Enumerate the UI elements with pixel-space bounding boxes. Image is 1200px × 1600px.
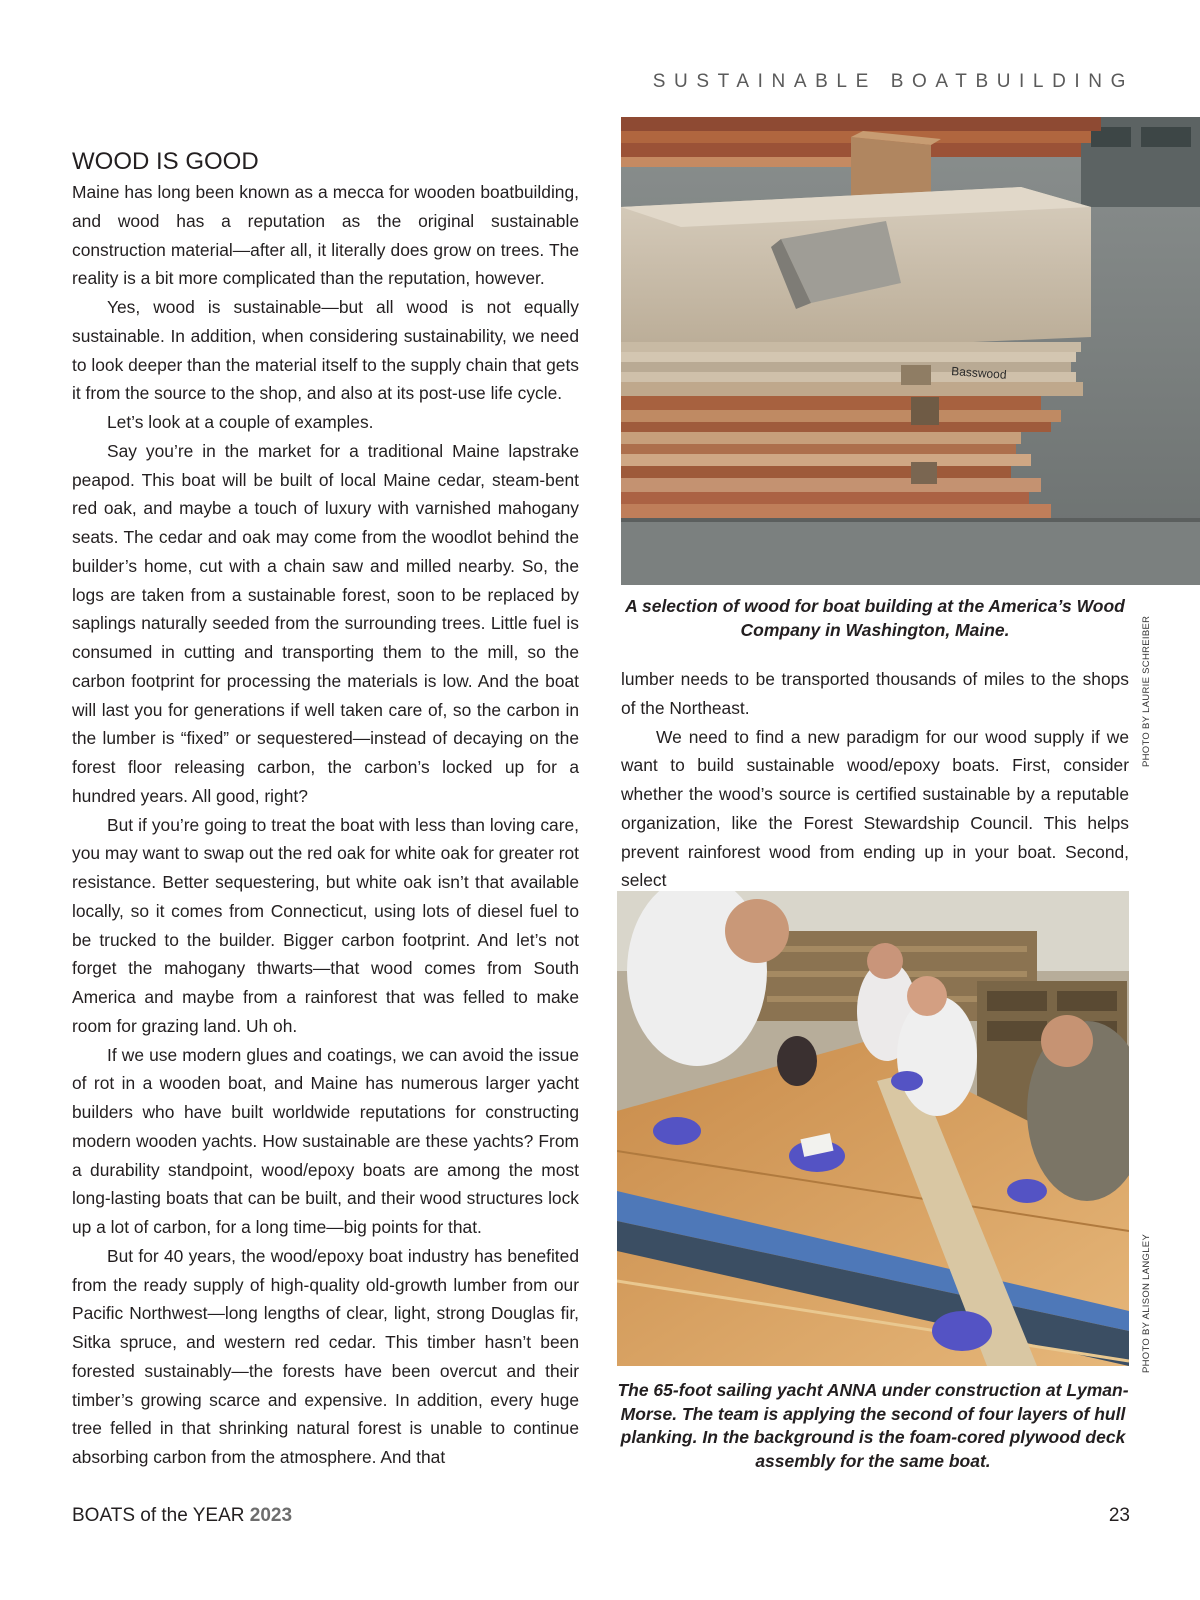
lumber-photo-caption: A selection of wood for boat building at the America’s Wood Company in Washington, Maine.	[625, 596, 1125, 640]
footer-publication	[72, 1505, 292, 1527]
paragraph: But for 40 years, the wood/epoxy boat industry has benefited from the ready supply of high-quality old-growth lumber from our Pacific Northwest—long lengths of clear, light, strong Douglas fir, Sitka spruce, and western red cedar. This timber hasn’t been forested sustainably—the forests have been overcut and their timber’s growing scarce and expensive. In addition, every huge tree felled in that shrinking natural forest is unable to continue absorbing carbon from the atmosphere. And that	[72, 1245, 579, 1467]
paragraph: We need to find a new paradigm for our wood supply if we want to build sustainable wood/epoxy boats. First, consider whether the wood’s source is certified sustainable by a reputable organization, like the Forest Stewardship Council. This helps prevent rainforest wood from ending up in your boat. Second, select	[621, 726, 1129, 891]
paragraph: Maine has long been known as a mecca for wooden boatbuilding, and wood has a reputation as the original sustainable construction material—after all, it literally does grow on trees. The reality is a bit more complicated than the reputation, however.	[72, 182, 579, 289]
left-column	[72, 178, 579, 1472]
section-label: SUSTAINABLE BOATBUILDING	[652, 71, 1134, 92]
paragraph: But if you’re going to treat the boat with less than loving care, you may want to swap out the red oak for white oak for greater rot resistance. Better sequestering, but white oak isn’t that available locally, so it comes from Connecticut, using lots of diesel fuel to be trucked to the builder. Bigger carbon footprint. And let’s not forget the mahogany thwarts—that wood comes from South America and maybe from a rainforest that was felled to make room for grazing land. Uh oh.	[72, 814, 579, 1036]
publication-year: 2023	[249, 1505, 293, 1526]
paragraph: Let’s look at a couple of examples.	[107, 412, 374, 432]
yacht-photo-caption: The 65-foot sailing yacht ANNA under construction at Lyman-Morse. The team is applying the second of four layers of hull planking. In the background is the foam-cored plywood deck assembly for the same boat.	[617, 1380, 1129, 1471]
yacht-photo-credit: PHOTO BY ALISON LANGLEY	[1141, 1233, 1152, 1373]
paragraph: Yes, wood is sustainable—but all wood is not equally sustainable. In addition, when considering sustainability, we need to look deeper than the material itself to the supply chain that gets it from the source to the shop, and also at its post-use life cycle.	[72, 297, 579, 404]
publication-name: BOATS of the YEAR	[72, 1505, 245, 1526]
lumber-photo-credit: PHOTO BY LAURIE SCHREIBER	[1141, 615, 1152, 767]
page-number: 23	[1108, 1505, 1130, 1526]
right-column	[621, 665, 1129, 895]
article-heading: WOOD IS GOOD	[72, 148, 259, 175]
hull-planking-photo	[617, 891, 1129, 1366]
paragraph: lumber needs to be transported thousands of miles to the shops of the Northeast.	[621, 669, 1129, 718]
board-label: Basswood	[950, 364, 1008, 382]
paragraph: If we use modern glues and coatings, we can avoid the issue of rot in a wooden boat, and Maine has numerous larger yacht builders who have built worldwide reputations for constructing modern wooden yachts. How sustainable are these yachts? From a durability standpoint, wood/epoxy boats are among the most long-lasting boats that can be built, and their wood structures lock up a lot of carbon, for a long time—big points for that.	[72, 1044, 579, 1237]
lumber-stack-photo	[621, 117, 1200, 585]
paragraph: Say you’re in the market for a traditional Maine lapstrake peapod. This boat will be built of local Maine cedar, steam-bent red oak, and maybe a touch of luxury with varnished mahogany seats. The cedar and oak may come from the woodlot behind the builder’s home, cut with a chain saw and milled nearby. So, the logs are taken from a sustainable forest, soon to be replaced by saplings naturally seeded from the surrounding trees. Little fuel is consumed in cutting and transporting them to the mill, so the carbon footprint for processing the materials is low. And the boat will last you for generations if well taken care of, so the carbon in the lumber is “fixed” or sequestered—instead of decaying on the forest floor releasing carbon, the carbon’s locked up for a hundred years. All good, right?	[72, 440, 579, 806]
